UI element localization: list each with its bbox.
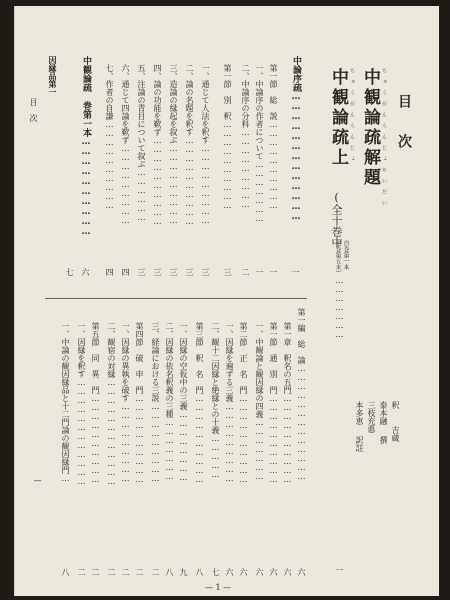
range-note-2: 至巻第五末） [334, 240, 341, 276]
author-3: 本多恵 [355, 401, 364, 425]
upper-page-9: 三 [137, 268, 146, 276]
lower-toc-3: 一、中観論と観因縁の四義………………… [255, 322, 264, 481]
lower-page-2: 六 [269, 568, 278, 576]
upper-page-2: 一 [255, 268, 264, 276]
lower-toc-0: 第一編 総 論………………………………… [297, 308, 306, 481]
lower-page-15: 二 [77, 568, 86, 576]
upper-page-3: 二 [241, 268, 250, 276]
page [14, 6, 439, 596]
lower-toc-7: 第三節 釈 名 門………………………… [195, 322, 204, 484]
upper-page-12: 六 [81, 268, 90, 276]
lower-page-11: 二 [135, 568, 144, 576]
lower-toc-4: 第二節 正 名 門………………………… [239, 322, 248, 484]
upper-page-13: 七 [65, 268, 74, 276]
upper-toc-5: 一、通じて人法を釈す……………………… [201, 64, 210, 225]
kaidai-ruby: ちゅうがんろんじょかいだい [381, 68, 387, 211]
lower-toc-9: 二、因縁の依名釈義の三種………………… [165, 322, 174, 481]
author-2: 三枝充悳 [367, 401, 376, 433]
lower-page-6: 七 [211, 568, 220, 576]
lower-page-1: 六 [283, 568, 292, 576]
work-ruby: ちゅうがんろんじょ [349, 68, 355, 167]
upper-page-7: 三 [169, 268, 178, 276]
upper-toc-1: 第一節 総 説………………………… [269, 64, 278, 210]
lower-toc-10: 三、経論における三説……………………… [151, 322, 160, 483]
upper-page-5: 三 [201, 268, 210, 276]
upper-page-11: 四 [105, 268, 114, 276]
lower-toc-1: 第一章 釈名の五門………………………… [283, 322, 292, 484]
author-5: 吉蔵 [391, 426, 400, 442]
upper-toc-7: 三、造論の縁起を叙ぶ……………………… [169, 64, 178, 225]
upper-toc-9: 五、注論の青目について叙ぶ……………… [137, 64, 146, 222]
volumes-note: (全十巻中 [330, 191, 343, 248]
work-title: 中観論疏上 [328, 68, 348, 168]
section-divider [45, 298, 307, 299]
author-1: 泰本融 [379, 401, 388, 425]
lower-page-7: 八 [195, 568, 204, 576]
lower-page-14: 二 [91, 568, 100, 576]
lower-page-3: 六 [255, 568, 264, 576]
author-4: 釈 [391, 401, 400, 409]
author-6: 撰 [379, 436, 388, 444]
range-note-1: 自巻第一本 [342, 240, 349, 270]
lower-page-8: 九 [179, 568, 188, 576]
upper-toc-3: 二、中論序の分科……………………… [241, 64, 250, 209]
lower-page-4: 六 [239, 568, 248, 576]
upper-toc-2: 一、中論序の作者について………………… [255, 64, 264, 223]
upper-toc-11: 七、作者の自謙………………………… [105, 64, 114, 210]
upper-page-6: 三 [185, 268, 194, 276]
lower-toc-14: 第五節 同 異 門………………………… [91, 322, 100, 484]
upper-toc-10: 六、通じて四論を歎ず……………………… [121, 64, 130, 225]
lower-page-13: 二 [107, 568, 116, 576]
side-label: 目次 [29, 98, 38, 130]
upper-toc-13: 因縁品第一 [48, 56, 58, 96]
title-dots: ………………… [335, 276, 344, 339]
upper-page-10: 四 [121, 268, 130, 276]
upper-page-8: 三 [153, 268, 162, 276]
lower-toc-2: 第一節 通 別 門………………………… [269, 322, 278, 484]
lower-toc-13: 二、観宿の対縁……………………………… [107, 322, 116, 486]
margin-dash: — [33, 476, 42, 485]
lower-page-10: 二 [151, 568, 160, 576]
upper-toc-8: 四、論の功能を歎ず………………………… [153, 64, 162, 226]
lower-page-0: 六 [297, 568, 306, 576]
kaidai-title: 中観論疏解題 [360, 68, 380, 188]
upper-page-1: 一 [269, 268, 278, 276]
upper-toc-6: 二、論の名題を釈す………………………… [185, 64, 194, 226]
title-page: 一 [335, 566, 344, 574]
lower-toc-5: 一、因縁を遍ずる三義……………………… [225, 322, 234, 483]
lower-toc-12: 一、因縁の異執を破す……………………… [121, 322, 130, 483]
upper-page-4: 三 [223, 268, 232, 276]
upper-page-0: 一 [291, 268, 300, 276]
lower-toc-11: 第四節 破 申 門………………………… [135, 322, 144, 484]
lower-page-12: 二 [121, 568, 130, 576]
footer-page-number: — 1 — [205, 583, 232, 592]
lower-page-5: 六 [225, 568, 234, 576]
mokuji-heading: 目次 [396, 94, 412, 174]
upper-toc-4: 第一節 別 釈………………………… [223, 64, 232, 210]
lower-page-16: 八 [61, 568, 70, 576]
lower-toc-15: 一、因縁を釈す……………………………… [77, 322, 86, 486]
lower-toc-6: 二、観十二因縁と絶縁との十義…………… [211, 322, 220, 479]
upper-toc-0: 中論序疏………………………………… [291, 56, 301, 222]
lower-page-9: 八 [165, 568, 174, 576]
upper-toc-12: 中観論疏 巻第一本………………………… [81, 56, 91, 237]
lower-toc-8: 一、因縁の空仮中の三義…………………… [179, 322, 188, 482]
author-7: 訳註 [355, 436, 364, 452]
lower-toc-16: 一、中論の観因縁品と十二門論の観因縁門… [61, 322, 70, 483]
